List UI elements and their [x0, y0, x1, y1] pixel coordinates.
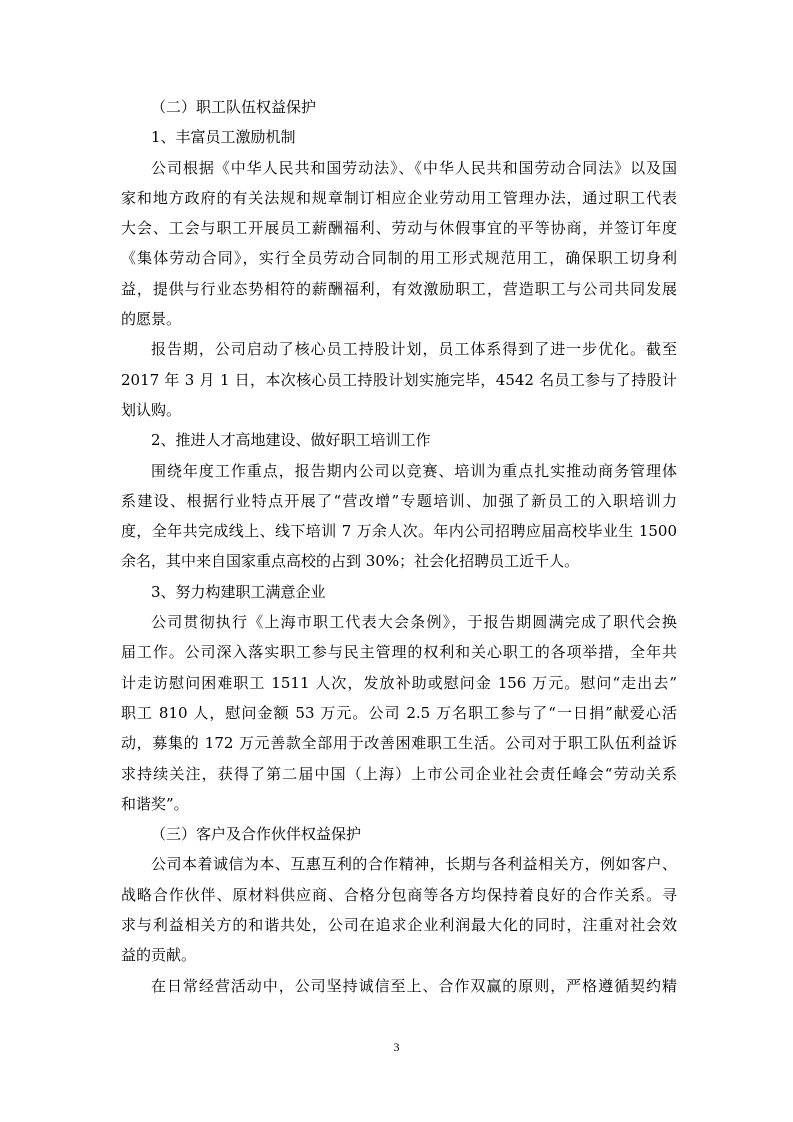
text-line: 求持续关注，获得了第二届中国（上海）上市公司企业社会责任峰会“劳动关系: [121, 764, 677, 783]
text-line: 度，全年共完成线上、线下培训 7 万余人次。年内公司招聘应届高校毕业生 1500: [121, 522, 677, 541]
section-heading-customer-rights: （三）客户及合作伙伴权益保护: [151, 825, 362, 844]
paragraph-operations: [121, 971, 677, 1001]
text-line: 在日常经营活动中，公司坚持诚信至上、合作双赢的原则，严格遵循契约精: [151, 976, 677, 995]
text-line: 职工 810 人，慰问金额 53 万元。公司 2.5 万名职工参与了“一日捐”献爱心活: [121, 703, 677, 722]
text-line: 家和地方政府的有关法规和规章制订相应企业劳动用工管理办法，通过职工代表: [121, 188, 677, 207]
subsection-title-satisfaction: 3、努力构建职工满意企业: [151, 582, 326, 601]
section-heading-employee-rights: （二）职工队伍权益保护: [151, 98, 317, 116]
text-line: 《集体劳动合同》，实行全员劳动合同制的用工形式规范用工，确保职工切身利: [121, 249, 677, 268]
text-line: 围绕年度工作重点，报告期内公司以竞赛、培训为重点扎实推动商务管理体: [151, 461, 677, 480]
text-line: 公司贯彻执行《上海市职工代表大会条例》，于报告期圆满完成了职代会换: [151, 613, 677, 632]
text-line: 动，募集的 172 万元善款全部用于改善困难职工生活。公司对于职工队伍利益诉: [121, 734, 677, 753]
paragraph-labor-law: [121, 153, 677, 335]
text-line: 和谐奖”。: [121, 794, 189, 813]
page-number: 3: [393, 1040, 400, 1054]
text-line: 公司根据《中华人民共和国劳动法》、《中华人民共和国劳动合同法》以及国: [151, 158, 677, 177]
text-line: 益，提供与行业态势相符的薪酬福利，有效激励职工，营造职工与公司共同发展: [121, 279, 677, 298]
text-line: 的愿景。: [121, 310, 182, 329]
paragraph-training: [121, 456, 677, 577]
text-line: 求与利益相关方的和谐共处，公司在追求企业利润最大化的同时，注重对社会效: [121, 916, 677, 935]
text-line: 系建设、根据行业特点开展了“营改增”专题培训、加强了新员工的入职培训力: [121, 491, 677, 510]
text-line: 划认购。: [121, 400, 182, 419]
paragraph-partners: [121, 849, 677, 970]
text-line: 公司本着诚信为本、互惠互利的合作精神，长期与各利益相关方，例如客户、: [151, 855, 677, 874]
document-body: [121, 92, 677, 1001]
paragraph-satisfaction: [121, 607, 677, 819]
text-line: 战略合作伙伴、原材料供应商、合格分包商等各方均保持着良好的合作关系。寻: [121, 885, 677, 904]
text-line: 大会、工会与职工开展员工薪酬福利、劳动与休假事宜的平等协商，并签订年度: [121, 219, 677, 238]
subsection-title-training: 2、推进人才高地建设、做好职工培训工作: [151, 431, 431, 450]
text-line: 余名，其中来自国家重点高校的占到 30%；社会化招聘员工近千人。: [121, 552, 580, 571]
text-line: 报告期，公司启动了核心员工持股计划，员工体系得到了进一步优化。截至: [151, 340, 677, 359]
text-line: 计走访慰问困难职工 1511 人次，发放补助或慰问金 156 万元。慰问“走出去”: [121, 673, 677, 692]
text-line: 益的贡献。: [121, 946, 197, 965]
subsection-title-incentive: 1、丰富员工激励机制: [151, 128, 296, 147]
paragraph-stock-plan: [121, 334, 677, 425]
text-line: 届工作。公司深入落实职工参与民主管理的权利和关心职工的各项举措，全年共: [121, 643, 677, 662]
text-line: 2017 年 3 月 1 日，本次核心员工持股计划实施完毕，4542 名员工参与了持股计: [121, 370, 677, 389]
